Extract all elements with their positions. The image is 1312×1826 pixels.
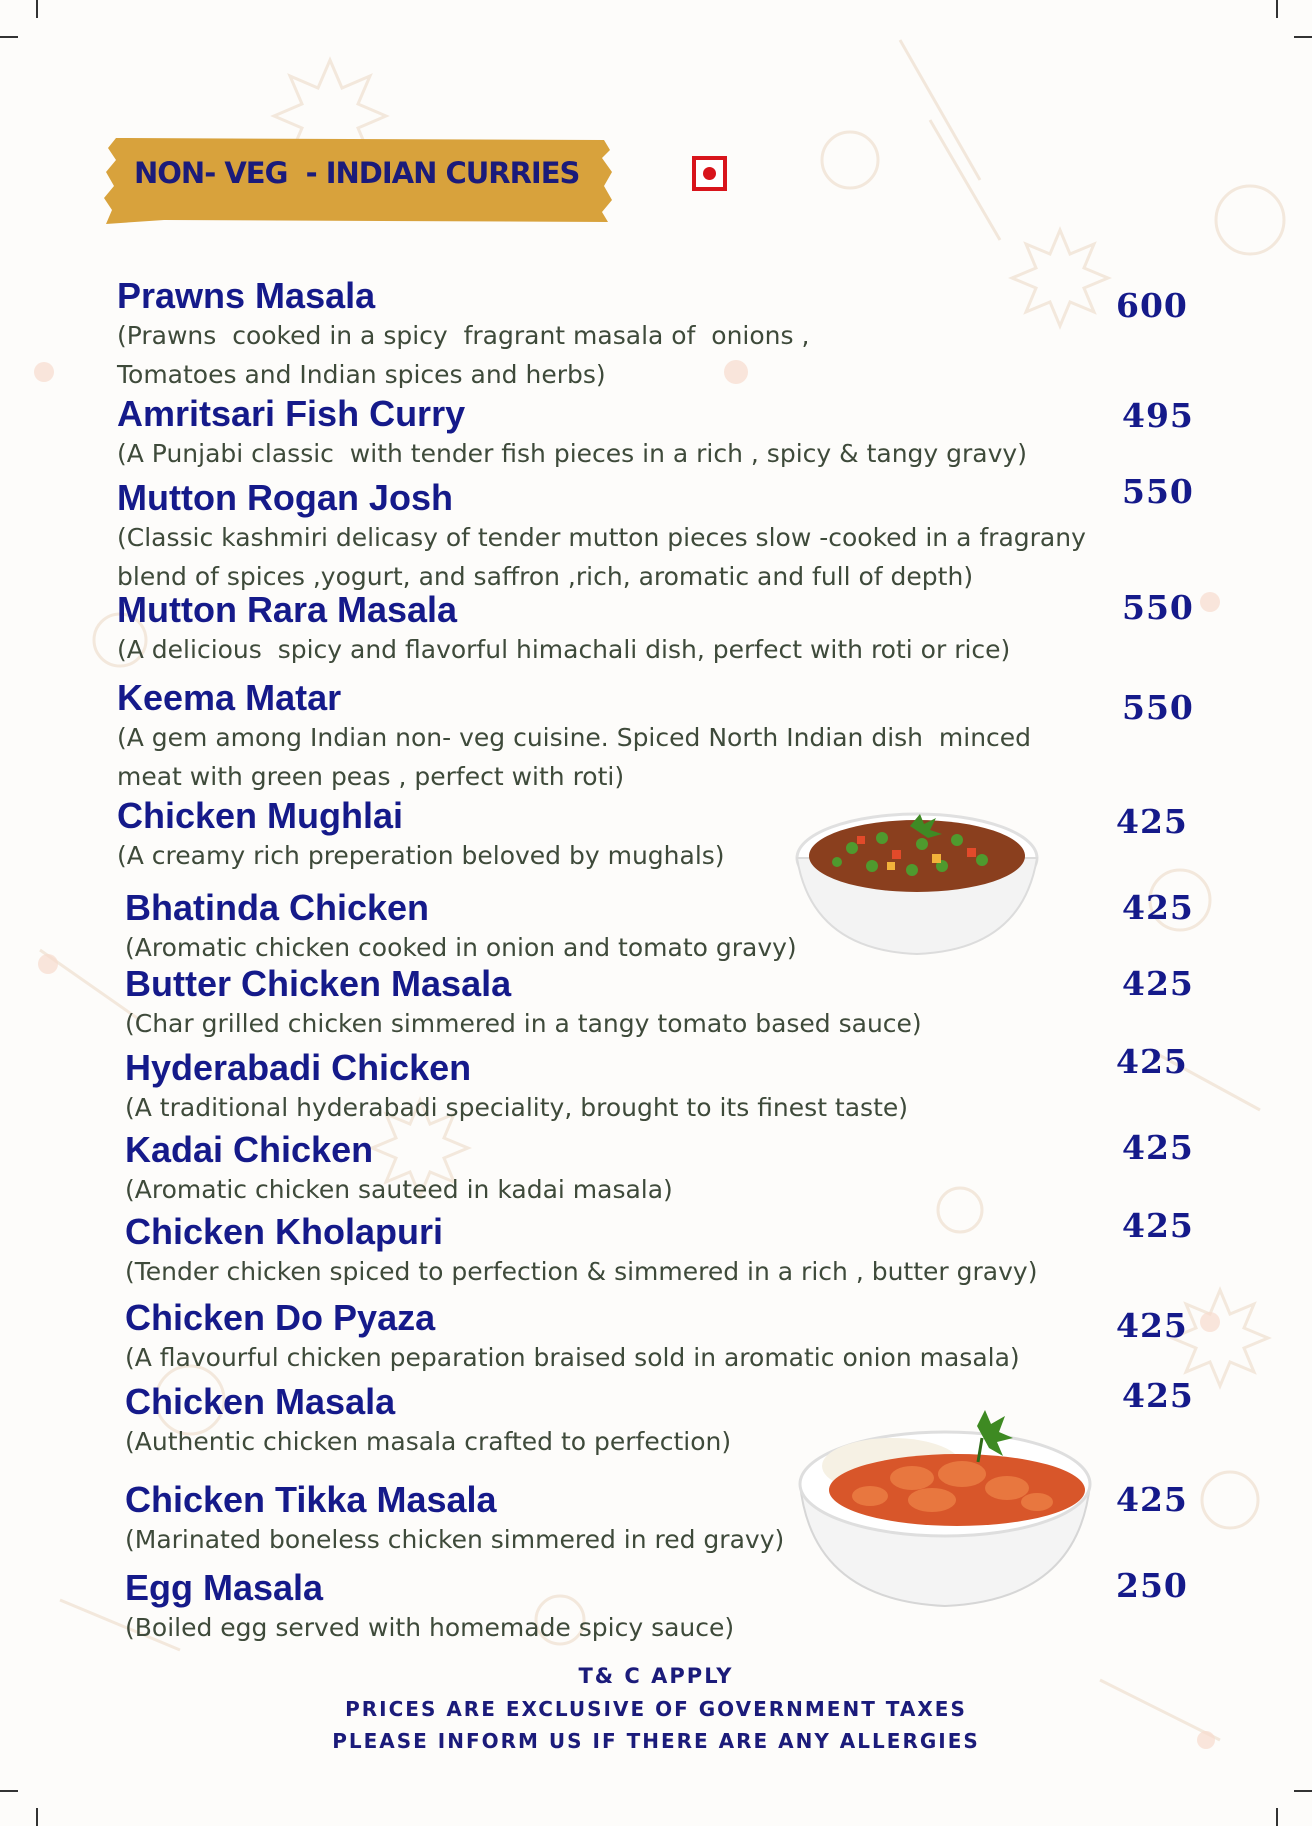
item-name: Chicken Masala (125, 1381, 396, 1422)
item-description: (Char grilled chicken simmered in a tangy tomato based sauce) (125, 1008, 922, 1038)
crop-mark (1276, 1808, 1278, 1826)
menu-item (117, 590, 1010, 669)
item-name: Prawns Masala (117, 275, 376, 316)
item-price: 425 (1122, 964, 1194, 1003)
item-description: (A flavourful chicken peparation braised sold in aromatic onion masala) (125, 1342, 1020, 1372)
item-name: Keema Matar (117, 677, 342, 718)
crop-mark (1294, 1790, 1312, 1792)
item-price: 425 (1122, 1206, 1194, 1245)
menu-item (117, 276, 809, 394)
item-price: 425 (1122, 1376, 1194, 1415)
item-name: Amritsari Fish Curry (117, 393, 466, 434)
item-price: 425 (1116, 1306, 1188, 1345)
menu-item (117, 796, 725, 875)
item-description: (Authentic chicken masala crafted to perfection) (125, 1426, 732, 1456)
item-price: 425 (1116, 1042, 1188, 1081)
item-name: Chicken Kholapuri (125, 1211, 444, 1252)
non-veg-symbol-icon (692, 156, 727, 191)
item-price: 550 (1122, 588, 1194, 627)
item-name: Chicken Mughlai (117, 795, 404, 836)
crop-mark (36, 0, 38, 18)
item-name: Chicken Do Pyaza (125, 1297, 436, 1338)
item-name: Butter Chicken Masala (125, 963, 512, 1004)
item-description: (A traditional hyderabadi speciality, brought to its finest taste) (125, 1092, 909, 1122)
item-description: (Boiled egg served with homemade spicy sauce) (125, 1612, 735, 1642)
item-name: Mutton Rara Masala (117, 589, 458, 630)
item-price: 495 (1122, 396, 1194, 435)
allergy-note: PLEASE INFORM US IF THERE ARE ANY ALLERGIES (332, 1729, 980, 1753)
item-name: Kadai Chicken (125, 1129, 374, 1170)
item-name: Egg Masala (125, 1567, 324, 1608)
menu-item (125, 1480, 784, 1559)
crop-mark (0, 36, 18, 38)
menu-item (117, 394, 1027, 473)
item-description: (A creamy rich preperation beloved by mughals) (117, 840, 725, 870)
menu-item (117, 678, 1031, 796)
item-name: Hyderabadi Chicken (125, 1047, 472, 1088)
crop-mark (0, 1790, 18, 1792)
menu-item (125, 1298, 1020, 1377)
item-price: 550 (1122, 688, 1194, 727)
item-description: (Prawns cooked in a spicy fragrant masala of onions , Tomatoes and Indian spices and herbs) (117, 320, 810, 389)
item-price: 425 (1116, 1480, 1188, 1519)
crop-mark (36, 1808, 38, 1826)
item-price: 425 (1122, 1128, 1194, 1167)
terms-note: T& C APPLY (578, 1664, 734, 1688)
crop-mark (1276, 0, 1278, 18)
item-price: 425 (1116, 802, 1188, 841)
menu-item (125, 1130, 673, 1209)
item-price: 250 (1116, 1566, 1188, 1605)
section-banner (104, 136, 614, 224)
item-description: (A gem among Indian non- veg cuisine. Spiced North Indian dish minced meat with green peas , perfect with roti) (117, 722, 1032, 791)
section-title: NON- VEG - INDIAN CURRIES (134, 156, 580, 190)
menu-item (125, 1382, 731, 1461)
crop-mark (1294, 36, 1312, 38)
item-name: Mutton Rogan Josh (117, 477, 453, 518)
menu-item (117, 478, 1086, 596)
item-price: 550 (1122, 472, 1194, 511)
menu-item (125, 1212, 1037, 1291)
item-price: 425 (1122, 888, 1194, 927)
item-description: (Classic kashmiri delicasy of tender mutton pieces slow -cooked in a fragrany blend of spices ,yogurt, and saffron ,rich, aromatic and full of depth) (117, 522, 1086, 591)
menu-item (125, 1568, 734, 1647)
item-description: (A Punjabi classic with tender fish pieces in a rich , spicy & tangy gravy) (117, 438, 1027, 468)
item-price: 600 (1116, 286, 1188, 325)
menu-item (125, 888, 797, 967)
tax-note: PRICES ARE EXCLUSIVE OF GOVERNMENT TAXES (345, 1697, 967, 1721)
item-description: (Marinated boneless chicken simmered in red gravy) (125, 1524, 785, 1554)
chicken-tikka-masala-bowl-image (792, 1404, 1098, 1610)
item-name: Bhatinda Chicken (125, 887, 430, 928)
menu-item (125, 1048, 908, 1127)
item-name: Chicken Tikka Masala (125, 1479, 497, 1520)
keema-matar-bowl-image (792, 800, 1042, 960)
item-description: (Aromatic chicken sauteed in kadai masala) (125, 1174, 673, 1204)
item-description: (A delicious spicy and flavorful himachali dish, perfect with roti or rice) (117, 634, 1011, 664)
item-description: (Aromatic chicken cooked in onion and tomato gravy) (125, 932, 797, 962)
item-description: (Tender chicken spiced to perfection & simmered in a rich , butter gravy) (125, 1256, 1038, 1286)
menu-item (125, 964, 922, 1043)
